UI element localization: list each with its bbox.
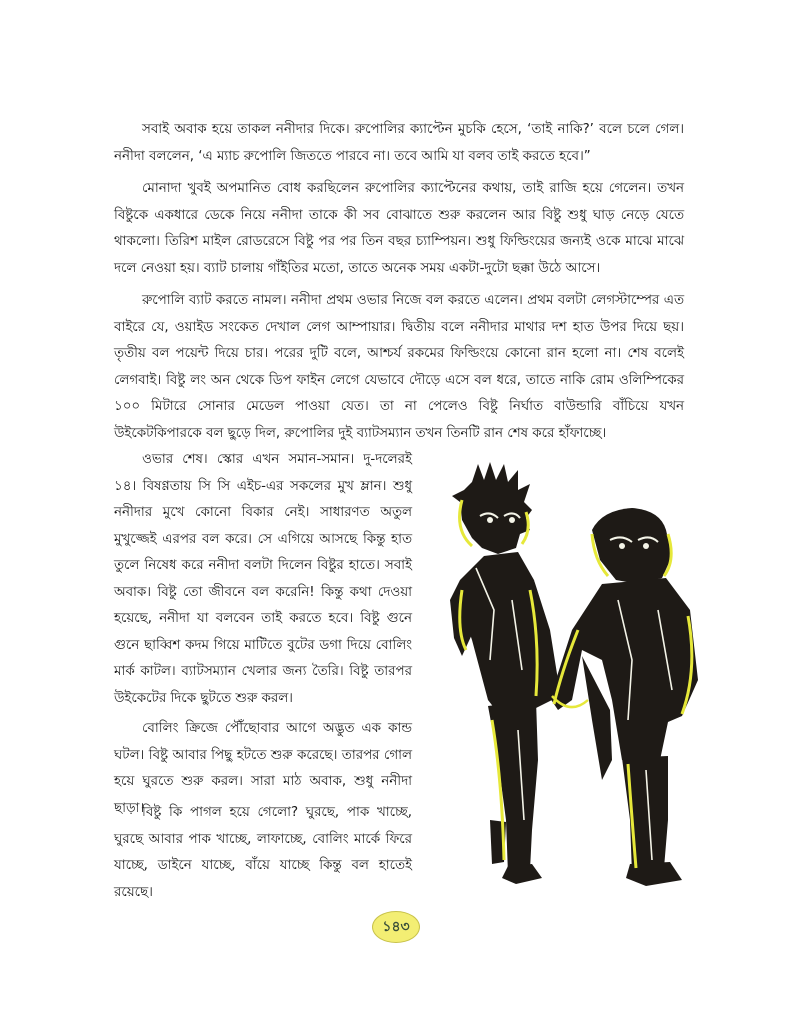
paragraph-3: রুপোলি ব্যাট করতে নামল। ননীদা প্রথম ওভার নিজে বল করতে এলেন। প্রথম বলটা লেগস্টাম্পের এত বাইরে যে, ওয়াইড সংকেত দেখাল লেগ আম্পায়ার। দ্বিতীয় বলে ননীদার মাথার দশ হাত উপর দিয়ে ছয়। তৃতীয় বল পয়েন্ট দিয়ে চার। পরের দুটি বলে, আশ্চর্য রকমের ফিল্ডিংয়ে কোনো রান হলো না। শেষ বলেই লেগবাই। বিষ্টু লং অন থেকে ডিপ ফাইন লেগে যেভাবে দৌড়ে এসে বল ধরে, তাতে নাকি রোম ওলিম্পিকের ১০০ মিটারে সোনার মেডেল পাওয়া যেত। তা না পেলেও বিষ্টু নির্ঘাত বাউন্ডারি বাঁচিয়ে যখন উইকেটকিপারকে বল ছুড়ে দিল, রুপোলির দুই ব্যাটসম্যান তখন তিনটি রান শেষ করে হাঁফাচ্ছে। [114,293,684,441]
paragraph-4: ওভার শেষ। স্কোর এখন সমান-সমান। দু-দলেরই ১৪। বিষণ্ণতায় সি সি এইচ-এর সকলের মুখ ম্লান। শুধু ননীদার মুখে কোনো বিকার নেই। সাধারণত অতুল মুখুজ্জেই এরপর বল করে। সে এগিয়ে আসছে কিন্তু হাত তুলে নিষেধ করে ননীদা বলটা দিলেন বিষ্টুর হাতে। সবাই অবাক। বিষ্টু তো জীবনে বল করেনি! কিন্তু কথা দেওয়া হয়েছে, ননীদা যা বলবেন তাই করতে হবে। বিষ্টু গুনে গুনে ছাব্বিশ কদম গিয়ে মাটিতে বুটের ডগা দিয়ে বোলিং মার্ক কাটল। ব্যাটসম্যান খেলার জন্য তৈরি। বিষ্টু তারপর উইকেটের দিকে ছুটতে শুরু করল। [114,452,412,706]
left-boy-figure [450,462,558,884]
two-boys-illustration [432,460,712,900]
right-boy-figure [550,508,698,886]
paragraph-5: বোলিং ক্রিজে পৌঁছোবার আগে অদ্ভুত এক কান্ড ঘটল। বিষ্টু আবার পিছু হটতে শুরু করেছে। তারপর গোল হয়ে ঘুরতে শুরু করল। সারা মাঠ অবাক, শুধু ননীদা ছাড়া। [114,721,412,816]
paragraph-6: বিষ্টু কি পাগল হয়ে গেলো? ঘুরছে, পাক খাচ্ছে, ঘুরছে আবার পাক খাচ্ছে, লাফাচ্ছে, বোলিং মার্কে ফিরে যাচ্ছে, ডাইনে যাচ্ছে, বাঁয়ে যাচ্ছে কিন্তু বল হাতেই রয়েছে। [114,805,412,900]
paragraph-1: সবাই অবাক হয়ে তাকল ননীদার দিকে। রুপোলির ক্যাপ্টেন মুচকি হেসে, ‘তাই নাকি?’ বলে চলে গেল। ননীদা বললেন, ‘এ ম্যাচ রুপোলি জিততে পারবে না। তবে আমি যা বলব তাই করতে হবে।” [114,122,684,164]
paragraph-2: মোনাদা খুবই অপমানিত বোধ করছিলেন রুপোলির ক্যাপ্টেনের কথায়, তাই রাজি হয়ে গেলেন। তখন বিষ্টুকে একধারে ডেকে নিয়ে ননীদা তাকে কী সব বোঝাতে শুরু করলেন আর বিষ্টু শুধু ঘাড় নেড়ে যেতে থাকলো। তিরিশ মাইল রোডরেসে বিষ্টু পর পর তিন বছর চ্যাম্পিয়ন। শুধু ফিল্ডিংয়ের জন্যই ওকে মাঝে মাঝে দলে নেওয়া হয়। ব্যাট চালায় গাঁইতির মতো, তাতে অনেক সময় একটা-দুটো ছক্কা উঠে আসে। [114,181,684,276]
page-number-badge: ১৪৩ [372,911,420,943]
